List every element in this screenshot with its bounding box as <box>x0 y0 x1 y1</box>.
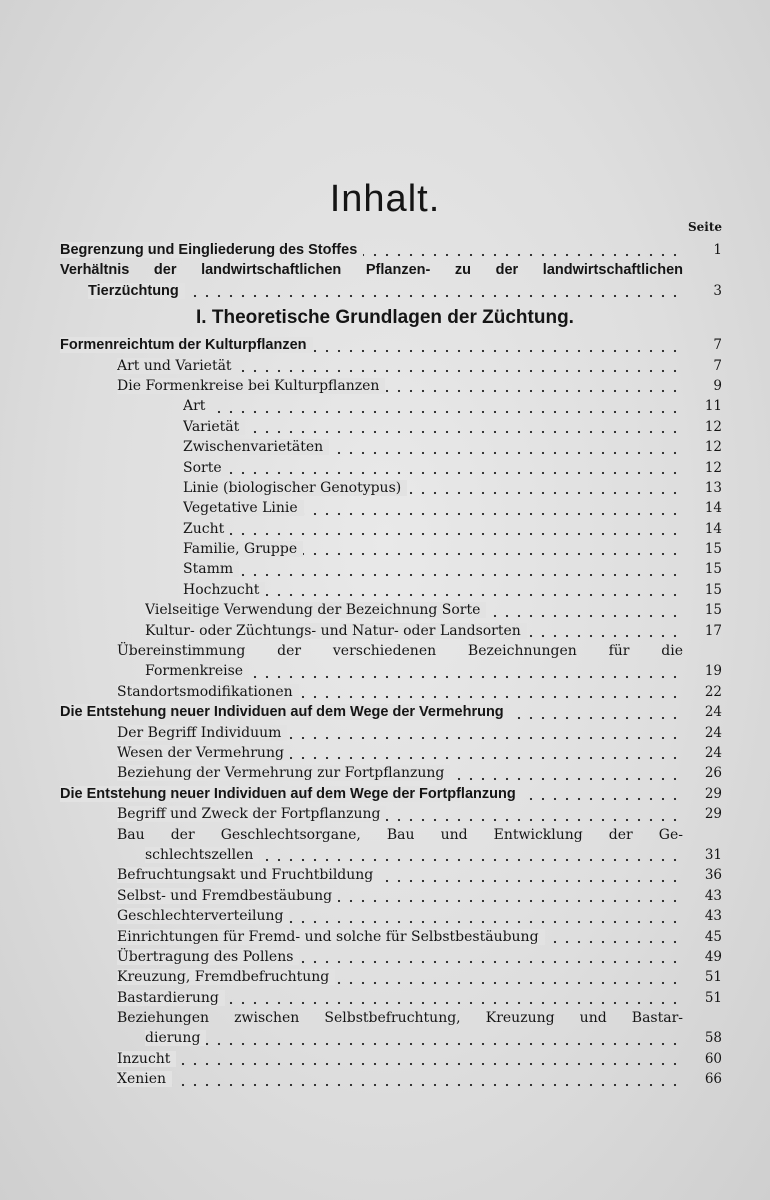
toc-entry-title <box>117 1049 683 1069</box>
toc-entry-text: Sorte <box>183 460 228 476</box>
toc-page-number: 12 <box>704 439 722 456</box>
toc-page-number: 43 <box>704 908 722 925</box>
toc-page-number: 14 <box>704 500 722 517</box>
toc-entry-title <box>117 641 683 661</box>
toc-entry-text: Tierzüchtung <box>88 283 185 299</box>
toc-entry-text: Verhältnis der landwirtschaftlichen Pflanzen- zu der landwirtschaftlichen <box>60 262 683 279</box>
toc-page-number: 3 <box>713 282 722 299</box>
toc-entry <box>0 396 770 416</box>
toc-entry <box>0 356 770 376</box>
toc-entry <box>0 539 770 559</box>
toc-entry-text: Kreuzung, Fremdbefruchtung <box>117 969 335 985</box>
toc-entry <box>0 702 770 722</box>
toc-entry-text: Art <box>183 398 211 414</box>
toc-entry-title <box>117 723 683 743</box>
toc-entry-title <box>117 1008 683 1028</box>
toc-entry <box>0 376 770 396</box>
toc-entry-text: Bau der Geschlechtsorgane, Bau und Entwicklung der Ge- <box>117 826 683 843</box>
toc-entry-title <box>183 580 683 600</box>
toc-entry-title <box>88 281 683 301</box>
toc-entry-text: Stamm <box>183 561 239 577</box>
toc-page-number: 66 <box>704 1071 722 1088</box>
toc-entry-text: Begrenzung und Eingliederung des Stoffes <box>60 242 363 258</box>
toc-entry-title <box>117 356 683 376</box>
toc-page-number: 24 <box>704 724 722 741</box>
toc-page-number: 11 <box>704 398 722 415</box>
toc-entry-title <box>117 988 683 1008</box>
toc-page-number: 15 <box>704 581 722 598</box>
toc-page-number: 24 <box>704 744 722 761</box>
toc-entry-title <box>117 825 683 845</box>
table-of-contents <box>0 240 770 1090</box>
toc-entry-text: Xenien <box>117 1071 172 1087</box>
toc-intro-list <box>0 240 770 301</box>
toc-entry <box>0 886 770 906</box>
toc-entry <box>0 1069 770 1089</box>
toc-entry <box>0 804 770 824</box>
toc-entry-text: Zucht <box>183 521 230 537</box>
toc-page-number: 19 <box>704 663 722 680</box>
toc-entry-title <box>117 947 683 967</box>
toc-page-number: 15 <box>704 602 722 619</box>
toc-entry <box>0 417 770 437</box>
toc-page-number: 51 <box>704 989 722 1006</box>
toc-entry-text: Einrichtungen für Fremd- und solche für Selbstbestäubung <box>117 929 545 945</box>
toc-entry-text: Die Formenkreise bei Kulturpflanzen <box>117 378 385 394</box>
toc-page-number: 15 <box>704 541 722 558</box>
toc-page-number: 49 <box>704 948 722 965</box>
toc-entry-title <box>60 335 683 355</box>
toc-entry <box>0 335 770 355</box>
toc-entry <box>0 906 770 926</box>
toc-page-number: 60 <box>704 1050 722 1067</box>
toc-page-number: 51 <box>704 969 722 986</box>
toc-page-number: 31 <box>704 846 722 863</box>
toc-entry <box>0 478 770 498</box>
toc-entry <box>0 947 770 967</box>
toc-entry-text: Vegetative Linie <box>183 500 304 516</box>
toc-entry-title <box>183 519 683 539</box>
toc-page-number: 13 <box>704 479 722 496</box>
toc-entry-text: Geschlechterverteilung <box>117 908 289 924</box>
toc-page-number: 9 <box>713 377 722 394</box>
toc-entry-title <box>145 621 683 641</box>
page-title: Inhalt. <box>329 178 441 220</box>
toc-entry-title <box>117 763 683 783</box>
toc-entry-title <box>183 417 683 437</box>
toc-entry-title <box>117 682 683 702</box>
toc-entry <box>0 600 770 620</box>
toc-entry <box>0 723 770 743</box>
toc-page-number: 24 <box>704 704 722 721</box>
toc-entry <box>0 661 770 681</box>
toc-entry-title <box>117 927 683 947</box>
toc-page-number: 26 <box>704 765 722 782</box>
toc-page-number: 43 <box>704 887 722 904</box>
toc-entry <box>0 260 770 280</box>
toc-entry <box>0 763 770 783</box>
toc-entry-text: Standortsmodifikationen <box>117 684 299 700</box>
toc-entry <box>0 845 770 865</box>
toc-entry <box>0 1008 770 1028</box>
toc-entry-text: dierung <box>145 1030 206 1046</box>
toc-entry-title <box>117 886 683 906</box>
toc-entry-title <box>145 1028 683 1048</box>
toc-entry <box>0 437 770 457</box>
toc-page-number: 15 <box>704 561 722 578</box>
toc-entry <box>0 682 770 702</box>
toc-page-number: 29 <box>704 806 722 823</box>
toc-entry-title <box>60 240 683 260</box>
toc-entry-title <box>183 396 683 416</box>
toc-entry-text: Art und Varietät <box>117 358 238 374</box>
toc-entry-text: Formenreichtum der Kulturpflanzen <box>60 337 313 353</box>
page-column-header: Seite <box>687 220 722 234</box>
toc-page-number: 12 <box>704 418 722 435</box>
toc-page-number: 7 <box>713 357 722 374</box>
toc-entry-title <box>117 743 683 763</box>
toc-entry-title <box>60 784 683 804</box>
toc-entry-title <box>145 845 683 865</box>
toc-page-number: 7 <box>713 337 722 354</box>
toc-entry-text: Beziehung der Vermehrung zur Fortpflanzung <box>117 765 450 781</box>
toc-main-list <box>0 335 770 1089</box>
toc-entry-title <box>117 1069 683 1089</box>
toc-page-number: 12 <box>704 459 722 476</box>
toc-entry <box>0 621 770 641</box>
toc-entry-text: Übertragung des Pollens <box>117 949 299 965</box>
toc-entry-text: Übereinstimmung der verschiedenen Bezeichnungen für die <box>117 643 683 660</box>
toc-entry-text: Wesen der Vermehrung <box>117 745 290 761</box>
toc-entry-title <box>60 260 683 280</box>
toc-entry-title <box>145 600 683 620</box>
toc-entry-title <box>117 906 683 926</box>
toc-entry-text: Bastardierung <box>117 990 225 1006</box>
toc-entry-text: Familie, Gruppe <box>183 541 303 557</box>
toc-page-number: 14 <box>704 520 722 537</box>
toc-entry <box>0 988 770 1008</box>
toc-entry <box>0 927 770 947</box>
toc-entry-title <box>145 661 683 681</box>
toc-entry-text: Varietät <box>183 419 245 435</box>
toc-entry-title <box>117 804 683 824</box>
toc-entry <box>0 281 770 301</box>
toc-entry <box>0 1049 770 1069</box>
toc-entry-text: Inzucht <box>117 1051 176 1067</box>
toc-entry-text: Die Entstehung neuer Individuen auf dem Wege der Vermehrung <box>60 704 510 720</box>
toc-page-number: 58 <box>704 1030 722 1047</box>
toc-entry <box>0 458 770 478</box>
toc-entry-title <box>60 702 683 722</box>
toc-entry-text: Kultur- oder Züchtungs- und Natur- oder Landsorten <box>145 623 527 639</box>
toc-entry-title <box>117 967 683 987</box>
toc-entry-title <box>183 437 683 457</box>
toc-entry-text: Befruchtungsakt und Fruchtbildung <box>117 867 379 883</box>
toc-entry <box>0 967 770 987</box>
toc-entry-text: Formenkreise <box>145 663 249 679</box>
toc-entry-title <box>117 376 683 396</box>
toc-entry-title <box>183 498 683 518</box>
toc-entry <box>0 498 770 518</box>
toc-page-number: 36 <box>704 867 722 884</box>
toc-entry <box>0 519 770 539</box>
toc-entry <box>0 865 770 885</box>
toc-entry-title <box>183 539 683 559</box>
toc-entry-title <box>117 865 683 885</box>
toc-entry-text: Hochzucht <box>183 582 265 598</box>
toc-entry-text: Selbst- und Fremdbestäubung <box>117 888 338 904</box>
toc-entry-text: Vielseitige Verwendung der Bezeichnung Sorte <box>145 602 486 618</box>
toc-entry <box>0 743 770 763</box>
toc-entry-title <box>183 478 683 498</box>
toc-entry-text: Der Begriff Individuum <box>117 725 287 741</box>
toc-entry <box>0 641 770 661</box>
toc-entry <box>0 1028 770 1048</box>
toc-page-number: 17 <box>704 622 722 639</box>
toc-entry <box>0 240 770 260</box>
toc-entry-title <box>183 458 683 478</box>
toc-page-number: 22 <box>704 683 722 700</box>
toc-entry-text: Linie (biologischer Genotypus) <box>183 480 407 496</box>
toc-entry <box>0 559 770 579</box>
toc-entry-text: schlechtszellen <box>145 847 259 863</box>
toc-entry-text: Die Entstehung neuer Individuen auf dem Wege der Fortpflanzung <box>60 786 522 802</box>
toc-entry <box>0 784 770 804</box>
toc-page-number: 29 <box>704 785 722 802</box>
toc-entry-text: Zwischenvarietäten <box>183 439 329 455</box>
toc-entry <box>0 825 770 845</box>
toc-page-number: 45 <box>704 928 722 945</box>
toc-page-number: 1 <box>713 242 722 258</box>
toc-entry <box>0 580 770 600</box>
toc-entry-title <box>183 559 683 579</box>
section-heading: I. Theoretische Grundlagen der Züchtung. <box>196 307 574 329</box>
toc-entry-text: Beziehungen zwischen Selbstbefruchtung, Kreuzung und Bastar- <box>117 1010 683 1027</box>
toc-entry-text: Begriff und Zweck der Fortpflanzung <box>117 806 386 822</box>
